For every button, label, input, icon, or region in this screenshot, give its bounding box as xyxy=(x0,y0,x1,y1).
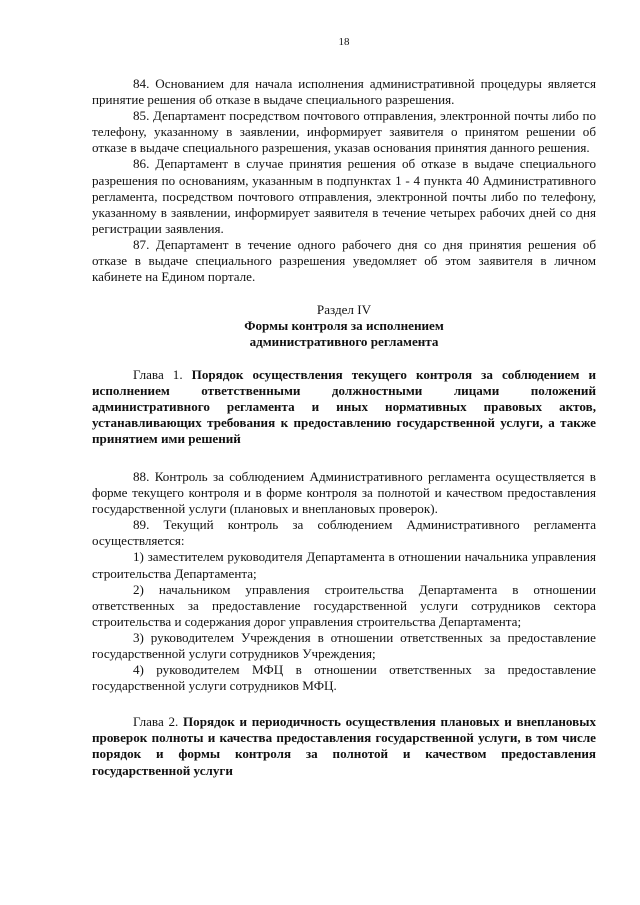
list-item-2: 2) начальником управления строительства Департамента в отношении ответственных за предоставление государственной услуги сотрудников сектора строительства и содержания дорог управления строительства Департамента; xyxy=(92,581,596,629)
top-paragraphs xyxy=(92,76,596,285)
chapter-2-heading xyxy=(92,714,596,778)
paragraph-87: 87. Департамент в течение одного рабочего дня со дня принятия решения об отказе в выдаче специального разрешения уведомляет об этом заявителя в личном кабинете на Едином портале. xyxy=(92,236,596,285)
paragraph-84: 84. Основанием для начала исполнения административной процедуры является принятие решения об отказе в выдаче специального разрешения. xyxy=(92,76,596,108)
chapter-2-title: Порядок и периодичность осуществления плановых и внеплановых проверок полноты и качества предоставления государственной услуги, в том числе порядок и формы контроля за полнотой и качеством предоставления государственной услуги xyxy=(92,714,596,778)
section-title-line2: административного регламента xyxy=(249,334,439,350)
paragraph-85: 85. Департамент посредством почтового отправления, электронной почты либо по телефону, указанному в заявлении, информирует заявителя о принятом решении об отказе в выдаче специального разрешения, указав основания принятия данного решения. xyxy=(92,108,596,156)
section-title-line1: Формы контроля за исполнением xyxy=(244,318,444,334)
paragraph-89: 89. Текущий контроль за соблюдением Административного регламента осуществляется: xyxy=(92,517,596,549)
list-item-1: 1) заместителем руководителя Департамента в отношении начальника управления строительства Департамента; xyxy=(92,549,596,581)
list-item-3: 3) руководителем Учреждения в отношении ответственных за предоставление государственной услуги сотрудников Учреждения; xyxy=(92,629,596,661)
chapter-1-prefix: Глава 1. xyxy=(133,366,192,382)
page-number: 18 xyxy=(338,36,350,48)
chapter-1-heading xyxy=(92,367,596,447)
chapter-1-title: Порядок осуществления текущего контроля за соблюдением и исполнением ответственными должностными лицами положений административного регламента и иных нормативных правовых актов, устанавливающих требования к предоставлению государственной услуги, а также принятием ими решений xyxy=(92,366,596,446)
middle-paragraphs xyxy=(92,469,596,694)
chapter-2-prefix: Глава 2. xyxy=(133,714,183,730)
section-label: Раздел IV xyxy=(316,302,372,318)
section-heading xyxy=(92,302,596,350)
paragraph-86: 86. Департамент в случае принятия решения об отказе в выдаче специального разрешения по основаниям, указанным в подпунктах 1 - 4 пункта 40 Административного регламента, посредством почтового отправления, электронной почты либо по телефону, указанному в заявлении, информирует заявителя в течение четырех рабочих дней со дня регистрации заявления. xyxy=(92,156,596,236)
paragraph-88: 88. Контроль за соблюдением Административного регламента осуществляется в форме текущего контроля и в форме контроля за полнотой и качеством предоставления государственной услуги (плановых и внеплановых проверок). xyxy=(92,468,596,517)
list-item-4: 4) руководителем МФЦ в отношении ответственных за предоставление государственной услуги сотрудников МФЦ. xyxy=(92,662,596,694)
